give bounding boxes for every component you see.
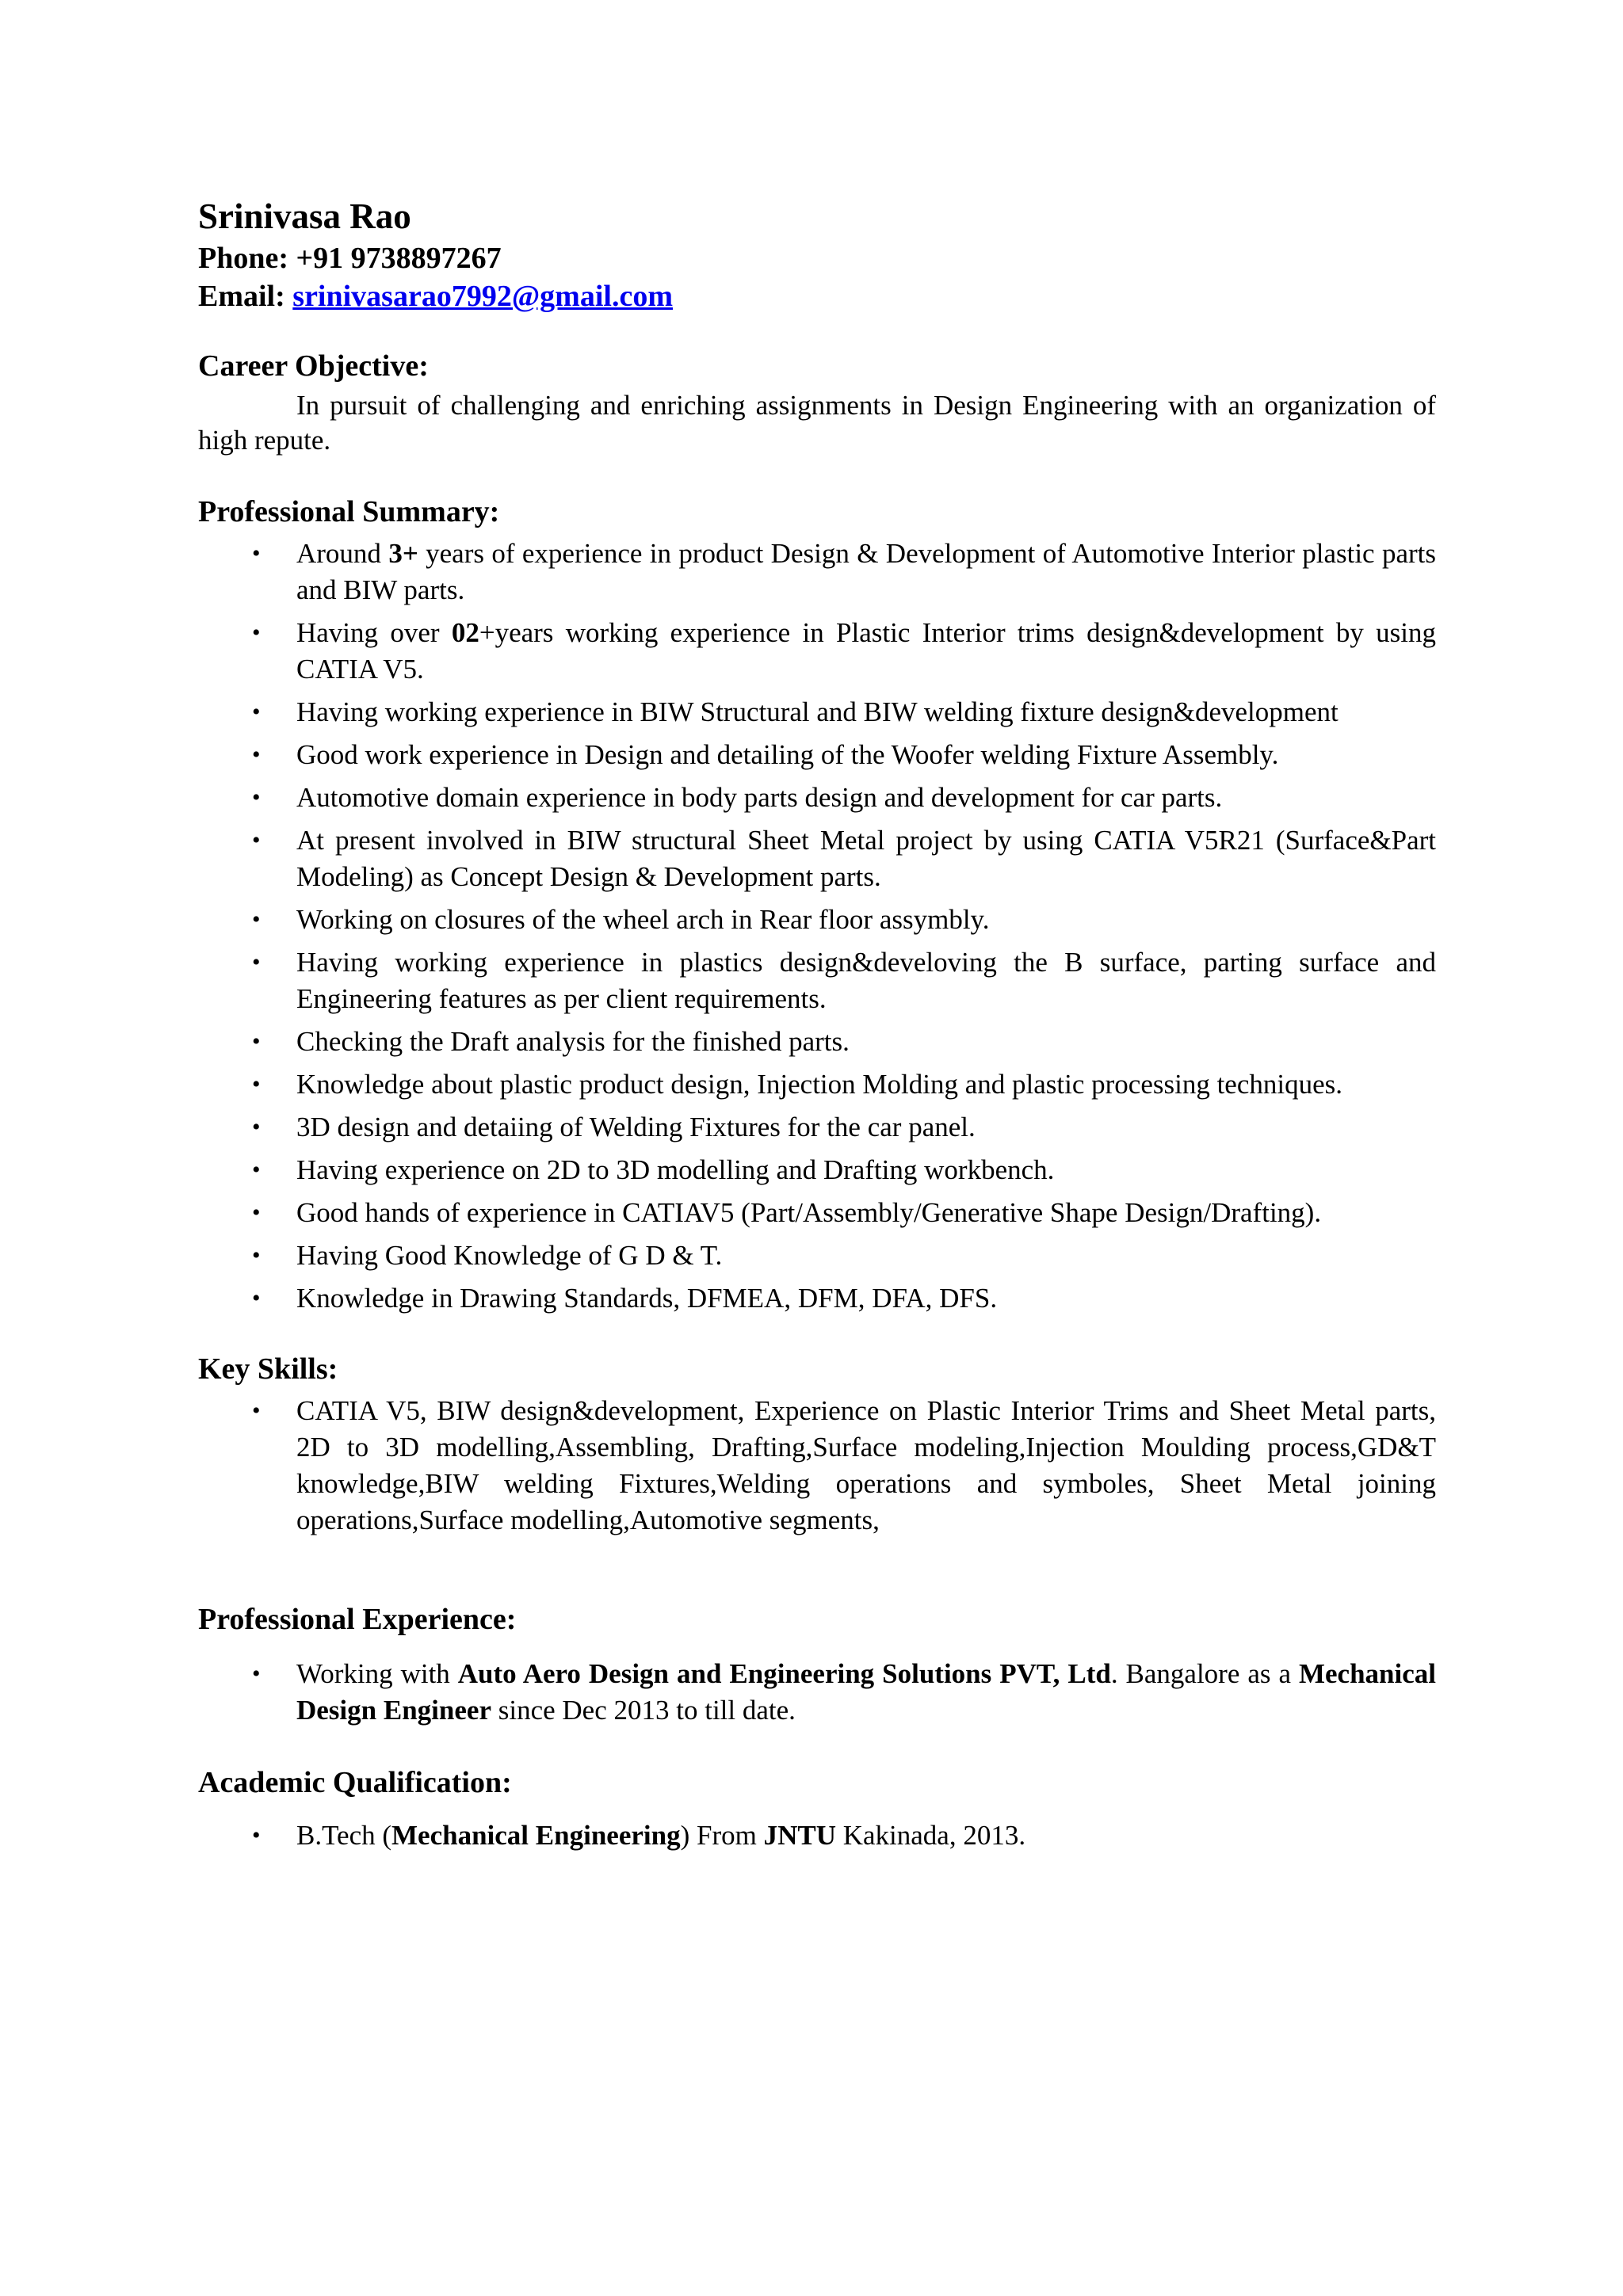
summary-highlight: 3+	[388, 538, 418, 569]
email-line	[198, 277, 1436, 315]
bullet-icon: •	[252, 1285, 261, 1311]
academic-pre: B.Tech (	[296, 1820, 392, 1851]
key-skills-text: CATIA V5, BIW design&development, Experience on Plastic Interior Trims and Sheet Metal parts, 2D to 3D modelling,Assembling, Drafting,Surface modeling,Injection Moulding process,GD&T knowledge,BIW welding Fixtures,Welding operations and symboles, Sheet Metal joining operations,Surface modelling,Automotive segments,	[296, 1395, 1436, 1535]
summary-text: Around	[296, 538, 389, 569]
company-name: Auto Aero Design and Engineering Solutions PVT, Ltd	[457, 1658, 1111, 1689]
academic-post: Kakinada, 2013.	[835, 1820, 1026, 1851]
bullet-icon: •	[252, 949, 261, 975]
summary-text: Having working experience in plastics design&develoving the B surface, parting surface and Engineering features as per client requirements.	[296, 947, 1436, 1014]
email-link[interactable]: srinivasarao7992@gmail.com	[292, 280, 673, 313]
bullet-icon: •	[252, 827, 261, 853]
list-item	[198, 737, 1436, 773]
summary-text: 3D design and detaiing of Welding Fixtures for the car panel.	[296, 1112, 976, 1142]
list-item	[198, 1280, 1436, 1317]
degree-name: Mechanical Engineering	[391, 1820, 681, 1851]
list-item	[198, 615, 1436, 688]
bullet-icon: •	[252, 784, 261, 810]
academic-qualification-title: Academic Qualification:	[198, 1766, 512, 1799]
professional-experience-title: Professional Experience:	[198, 1603, 517, 1636]
experience-pre: Working with	[296, 1658, 458, 1689]
list-item	[198, 1393, 1436, 1539]
summary-highlight: 02	[451, 617, 479, 648]
list-item	[198, 1656, 1436, 1729]
bullet-icon: •	[252, 1822, 261, 1848]
professional-summary-title: Professional Summary:	[198, 495, 500, 528]
summary-text: Working on closures of the wheel arch in Rear floor assymbly.	[296, 904, 990, 935]
phone-label: Phone:	[198, 242, 288, 275]
email-label: Email:	[198, 280, 285, 313]
career-objective-text: In pursuit of challenging and enriching assignments in Design Engineering with an organization of high repute.	[198, 390, 1436, 456]
summary-text: Checking the Draft analysis for the finished parts.	[296, 1026, 850, 1057]
list-item	[198, 694, 1436, 730]
list-item	[198, 1024, 1436, 1060]
summary-text: At present involved in BIW structural Sheet Metal project by using CATIA V5R21 (Surface&Part Modeling) as Concept Design & Development parts.	[296, 825, 1436, 892]
summary-text: Good work experience in Design and detailing of the Woofer welding Fixture Assembly.	[296, 739, 1279, 770]
bullet-icon: •	[252, 1028, 261, 1055]
list-item	[198, 1066, 1436, 1103]
academic-qualification-list	[198, 1817, 1436, 1854]
list-item	[198, 1152, 1436, 1188]
summary-text: Good hands of experience in CATIAV5 (Part/Assembly/Generative Shape Design/Drafting).	[296, 1197, 1322, 1228]
summary-text: Having Good Knowledge of G D & T.	[296, 1240, 723, 1271]
bullet-icon: •	[252, 1114, 261, 1140]
key-skills-list	[198, 1393, 1436, 1539]
bullet-icon: •	[252, 540, 261, 566]
summary-text: Automotive domain experience in body parts design and development for car parts.	[296, 782, 1223, 813]
summary-text: Knowledge about plastic product design, Injection Molding and plastic processing techniques.	[296, 1069, 1342, 1100]
summary-text: Having experience on 2D to 3D modelling and Drafting workbench.	[296, 1154, 1055, 1185]
list-item	[198, 902, 1436, 938]
job-role: Mechanical Design Engineer	[296, 1658, 1436, 1726]
professional-experience-list	[198, 1656, 1436, 1729]
list-item	[198, 1195, 1436, 1231]
summary-text: Knowledge in Drawing Standards, DFMEA, DFM, DFA, DFS.	[296, 1283, 998, 1314]
career-objective-title: Career Objective:	[198, 349, 429, 383]
list-item	[198, 1238, 1436, 1274]
list-item	[198, 944, 1436, 1017]
list-item	[198, 536, 1436, 608]
list-item	[198, 822, 1436, 895]
bullet-icon: •	[252, 906, 261, 933]
bullet-icon: •	[252, 1398, 261, 1424]
summary-text: Having working experience in BIW Structural and BIW welding fixture design&development	[296, 696, 1338, 727]
bullet-icon: •	[252, 742, 261, 768]
experience-mid: . Bangalore as a	[1110, 1658, 1299, 1689]
candidate-name: Srinivasa Rao	[198, 196, 411, 236]
university-name: JNTU	[763, 1820, 836, 1851]
phone-number: +91 9738897267	[296, 242, 502, 275]
bullet-icon: •	[252, 1157, 261, 1183]
key-skills-title: Key Skills:	[198, 1352, 338, 1386]
bullet-icon: •	[252, 1071, 261, 1097]
bullet-icon: •	[252, 1199, 261, 1226]
summary-text-post: +years working experience in Plastic Interior trims design&development by using CATIA V5.	[296, 617, 1436, 685]
list-item	[198, 1109, 1436, 1146]
experience-post: since Dec 2013 to till date.	[491, 1695, 796, 1726]
bullet-icon: •	[252, 1661, 261, 1687]
bullet-icon: •	[252, 699, 261, 725]
bullet-icon: •	[252, 620, 261, 646]
list-item	[198, 1817, 1436, 1854]
academic-mid: ) From	[680, 1820, 764, 1851]
summary-text: Having over	[296, 617, 452, 648]
summary-text-post: years of experience in product Design & Development of Automotive Interior plastic parts and BIW parts.	[296, 538, 1436, 605]
phone-line	[198, 239, 1436, 277]
professional-summary-list	[198, 536, 1436, 1317]
list-item	[198, 780, 1436, 816]
bullet-icon: •	[252, 1242, 261, 1268]
